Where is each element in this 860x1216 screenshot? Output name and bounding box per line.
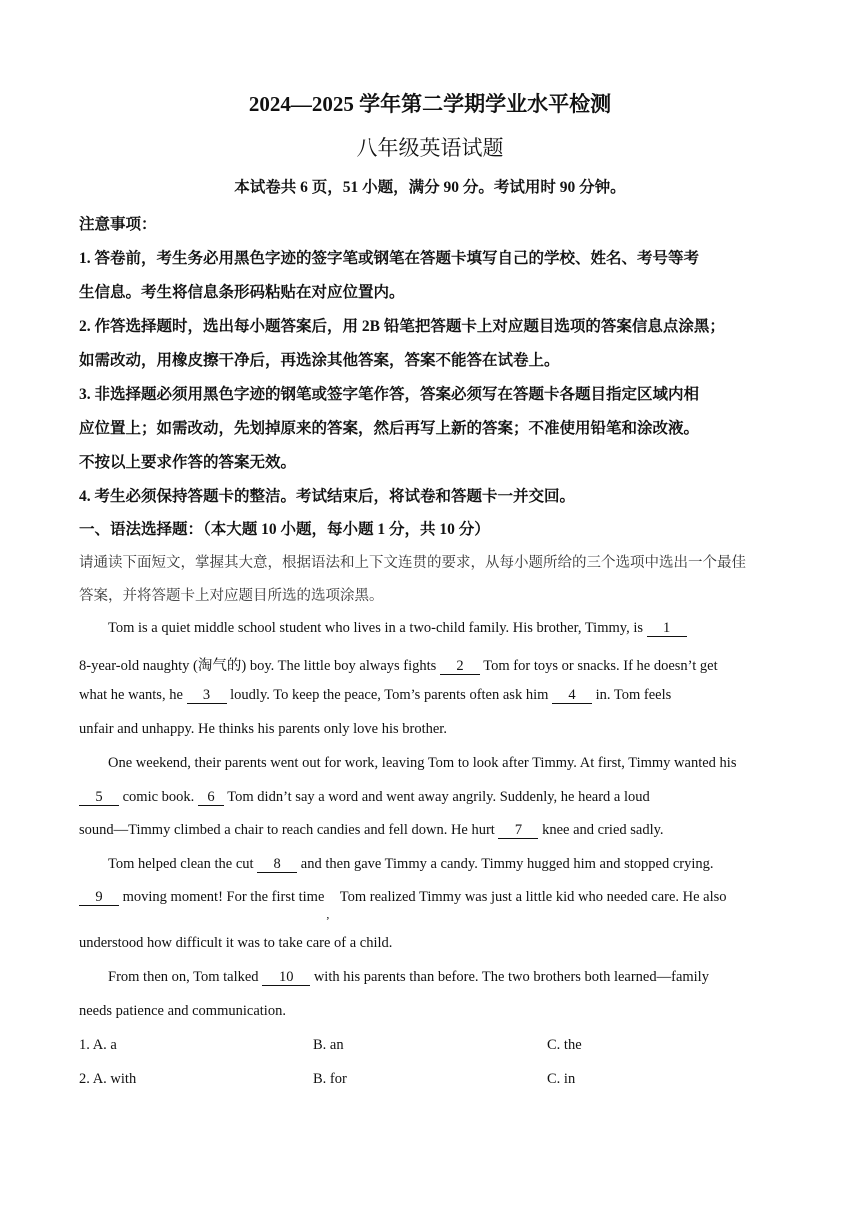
- passage-line: From then on, Tom talked 10 with his parents than before. The two brothers both learned—family: [108, 969, 709, 985]
- passage-line: 9 moving moment! For the first time , Tom realized Timmy was just a little kid who needed care. He also: [79, 889, 727, 906]
- passage-line: what he wants, he 3 loudly. To keep the peace, Tom’s parents often ask him 4 in. Tom feels: [79, 687, 672, 703]
- passage-line: Tom helped clean the cut 8 and then gave Timmy a candy. Timmy hugged him and stopped crying.: [108, 856, 714, 872]
- question-1-option-a: 1. A. a: [79, 1037, 117, 1053]
- exam-info: 本试卷共 6 页，51 小题，满分 90 分。考试用时 90 分钟。: [234, 179, 626, 196]
- notice-line-4: 如需改动，用橡皮擦干净后，再选涂其他答案，答案不能答在试卷上。: [79, 352, 560, 369]
- question-1-option-b: B. an: [313, 1037, 344, 1053]
- notice-line-3: 2. 作答选择题时，选出每小题答案后，用 2B 铅笔把答题卡上对应题目选项的答案信息点涂黑；: [79, 318, 725, 335]
- blank-6: 6: [198, 790, 224, 806]
- blank-2: 2: [440, 659, 480, 675]
- passage-line: 8-year-old naughty (淘气的) boy. The little boy always fights 2 Tom for toys or snacks. If he doesn’t get: [79, 658, 718, 674]
- notice-line-5: 3. 非选择题必须用黑色字迹的钢笔或签字笔作答，答案必须写在答题卡各题目指定区域内相: [79, 386, 700, 403]
- blank-4: 4: [552, 688, 592, 704]
- blank-3: 3: [187, 688, 227, 704]
- stray-comma: ,: [326, 907, 330, 921]
- question-1-option-c: C. the: [547, 1037, 582, 1053]
- section-heading: 一、语法选择题：（本大题 10 小题，每小题 1 分，共 10 分）: [79, 521, 490, 538]
- question-2-option-c: C. in: [547, 1071, 576, 1087]
- section-instruction-1: 请通读下面短文，掌握其大意，根据语法和上下文连贯的要求，从每小题所给的三个选项中选出一个最佳: [79, 555, 746, 571]
- notice-heading: 注意事项：: [79, 216, 157, 233]
- blank-7: 7: [498, 823, 538, 839]
- passage-line: One weekend, their parents went out for work, leaving Tom to look after Timmy. At first, Timmy wanted his: [108, 755, 737, 771]
- notice-line-2: 生信息。考生将信息条形码粘贴在对应位置内。: [79, 284, 405, 301]
- blank-10: 10: [262, 970, 310, 986]
- notice-line-7: 不按以上要求作答的答案无效。: [79, 454, 297, 471]
- passage-line: sound—Timmy climbed a chair to reach candies and fell down. He hurt 7 knee and cried sadly.: [79, 822, 664, 838]
- passage-line: needs patience and communication.: [79, 1003, 286, 1019]
- passage-line: understood how difficult it was to take care of a child.: [79, 935, 393, 951]
- question-2-option-b: B. for: [313, 1071, 347, 1087]
- blank-5: 5: [79, 790, 119, 806]
- section-instruction-2: 答案，并将答题卡上对应题目所选的选项涂黑。: [79, 588, 384, 604]
- exam-title: 2024—2025 学年第二学期学业水平检测: [248, 92, 612, 116]
- blank-1: 1: [647, 621, 687, 637]
- passage-line: 5 comic book. 6 Tom didn’t say a word and went away angrily. Suddenly, he heard a loud: [79, 789, 650, 806]
- question-2-option-a: 2. A. with: [79, 1071, 137, 1087]
- exam-subtitle: 八年级英语试题: [356, 136, 504, 160]
- passage-line: Tom is a quiet middle school student who lives in a two-child family. His brother, Timmy, is 1: [108, 620, 687, 637]
- notice-line-1: 1. 答卷前，考生务必用黑色字迹的签字笔或钢笔在答题卡填写自己的学校、姓名、考号等考: [79, 250, 700, 267]
- passage-line: unfair and unhappy. He thinks his parents only love his brother.: [79, 721, 447, 737]
- notice-line-8: 4. 考生必须保持答题卡的整洁。考试结束后，将试卷和答题卡一并交回。: [79, 488, 576, 505]
- notice-line-6: 应位置上；如需改动，先划掉原来的答案，然后再写上新的答案；不准使用铅笔和涂改液。: [79, 420, 700, 437]
- blank-9: 9: [79, 890, 119, 906]
- blank-8: 8: [257, 857, 297, 873]
